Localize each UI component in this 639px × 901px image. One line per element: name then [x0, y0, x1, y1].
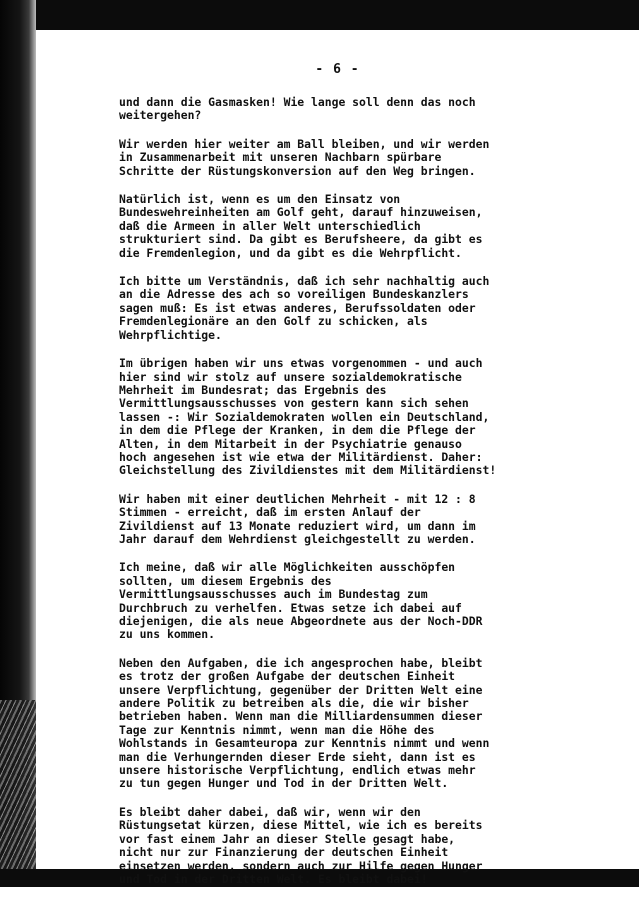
- text-line: man die Verhungernden dieser Erde sieht, dann ist es: [119, 749, 476, 764]
- text-line: Mehrheit im Bundesrat; das Ergebnis des: [119, 382, 387, 397]
- text-line: unsere historische Verpflichtung, endlich etwas mehr: [119, 763, 476, 778]
- text-line: in dem die Pflege der Kranken, in dem die Pflege der: [119, 423, 476, 438]
- scan-border-top: [0, 0, 639, 30]
- document-body: [119, 96, 619, 901]
- text-line: unsere Verpflichtung, gegenüber der Dritten Welt eine: [119, 682, 483, 697]
- text-line: zu tun gegen Hunger und Tod in der Dritten Welt.: [119, 776, 449, 791]
- paragraph: [119, 275, 619, 342]
- text-line: an die Adresse des ach so voreiligen Bundeskanzlers: [119, 287, 469, 302]
- text-line: Wehrpflichtige.: [119, 327, 222, 342]
- text-line: Vermittlungsausschusses von gestern kann sich sehen: [119, 396, 469, 411]
- paragraph: [119, 193, 619, 260]
- text-line: Gleichstellung des Zivildienstes mit dem Militärdienst!: [119, 463, 497, 478]
- text-line: Natürlich ist, wenn es um den Einsatz von: [119, 192, 401, 207]
- text-line: Im übrigen haben wir uns etwas vorgenommen - und auch: [119, 356, 483, 371]
- text-line: Rüstungsetat kürzen, diese Mittel, wie ich es bereits: [119, 818, 483, 833]
- text-line: andere Politik zu betreiben als die, die wir bisher: [119, 696, 469, 711]
- text-line: Fremdenlegionäre an den Golf zu schicken, als: [119, 314, 428, 329]
- text-line: Wir werden hier weiter am Ball bleiben, und wir werden: [119, 136, 490, 151]
- text-line: strukturiert sind. Da gibt es Berufsheere, da gibt es: [119, 232, 483, 247]
- text-line: Zivildienst auf 13 Monate reduziert wird, um dann im: [119, 518, 476, 533]
- document-page: [36, 30, 639, 886]
- paragraph: [119, 806, 619, 886]
- text-line: lassen -: Wir Sozialdemokraten wollen ein Deutschland,: [119, 409, 490, 424]
- scan-noise: [0, 700, 36, 887]
- text-line: Wir haben mit einer deutlichen Mehrheit - mit 12 : 8: [119, 491, 476, 506]
- paragraph: [119, 138, 619, 178]
- paragraph: [119, 96, 619, 123]
- text-line: es trotz der großen Aufgabe der deutschen Einheit: [119, 669, 456, 684]
- text-line: Es bleibt daher dabei, daß wir, wenn wir den: [119, 804, 421, 819]
- text-line: nicht nur zur Finanzierung der deutschen Einheit: [119, 845, 449, 860]
- text-line: vor fast einem Jahr an dieser Stelle gesagt habe,: [119, 831, 456, 846]
- text-line: diejenigen, die als neue Abgeordnete aus der Noch-DDR: [119, 614, 483, 628]
- page-number: - 6 -: [315, 62, 360, 77]
- text-line: hier sind wir stolz auf unsere sozialdemokratische: [119, 369, 462, 384]
- paragraph: [119, 561, 619, 641]
- text-line: Jahr darauf dem Wehrdienst gleichgestellt zu werden.: [119, 531, 476, 546]
- text-line: Neben den Aufgaben, die ich angesprochen habe, bleibt: [119, 655, 483, 670]
- text-line: sagen muß: Es ist etwas anderes, Berufssoldaten oder: [119, 300, 476, 315]
- text-line: daß die Armeen in aller Welt unterschiedlich: [119, 218, 421, 233]
- text-line: Tage zur Kenntnis nimmt, wenn man die Höhe des: [119, 722, 435, 737]
- text-line: Durchbruch zu verhelfen. Etwas setze ich dabei auf: [119, 600, 462, 615]
- text-line: die Fremdenlegion, und da gibt es die Wehrpflicht.: [119, 245, 462, 260]
- text-line: Stimmen - erreicht, daß im ersten Anlauf der: [119, 505, 421, 520]
- text-line: Vermittlungsausschusses auch im Bundestag zum: [119, 587, 428, 602]
- text-line: betrieben haben. Wenn man die Milliardensummen dieser: [119, 709, 483, 724]
- text-line: Alten, in dem Mitarbeit in der Psychiatrie genauso: [119, 436, 462, 451]
- paragraph: [119, 657, 619, 791]
- text-line: weitergehen?: [119, 108, 202, 123]
- text-line: Schritte der Rüstungskonversion auf den Weg bringen.: [119, 163, 476, 178]
- text-line: Bundeswehreinheiten am Golf geht, darauf hinzuweisen,: [119, 205, 483, 220]
- paragraph: [119, 493, 619, 547]
- text-line: und Tod in der Dritten Welt. Es bleibt dabei!: [119, 871, 428, 886]
- text-line: in Zusammenarbeit mit unseren Nachbarn spürbare: [119, 150, 442, 165]
- text-line: Ich bitte um Verständnis, daß ich sehr nachhaltig auch: [119, 274, 490, 289]
- text-line: hoch angesehen ist wie etwa der Militärdienst. Daher:: [119, 449, 483, 464]
- paragraph: [119, 357, 619, 478]
- text-line: und dann die Gasmasken! Wie lange soll denn das noch: [119, 95, 476, 109]
- text-line: Wohlstands in Gesamteuropa zur Kenntnis nimmt und wenn: [119, 736, 490, 751]
- text-line: sollten, um diesem Ergebnis des: [119, 573, 332, 588]
- text-line: Ich meine, daß wir alle Möglichkeiten ausschöpfen: [119, 560, 456, 575]
- text-line: zu uns kommen.: [119, 627, 216, 642]
- text-line: einsetzen werden, sondern auch zur Hilfe gegen Hunger: [119, 858, 483, 873]
